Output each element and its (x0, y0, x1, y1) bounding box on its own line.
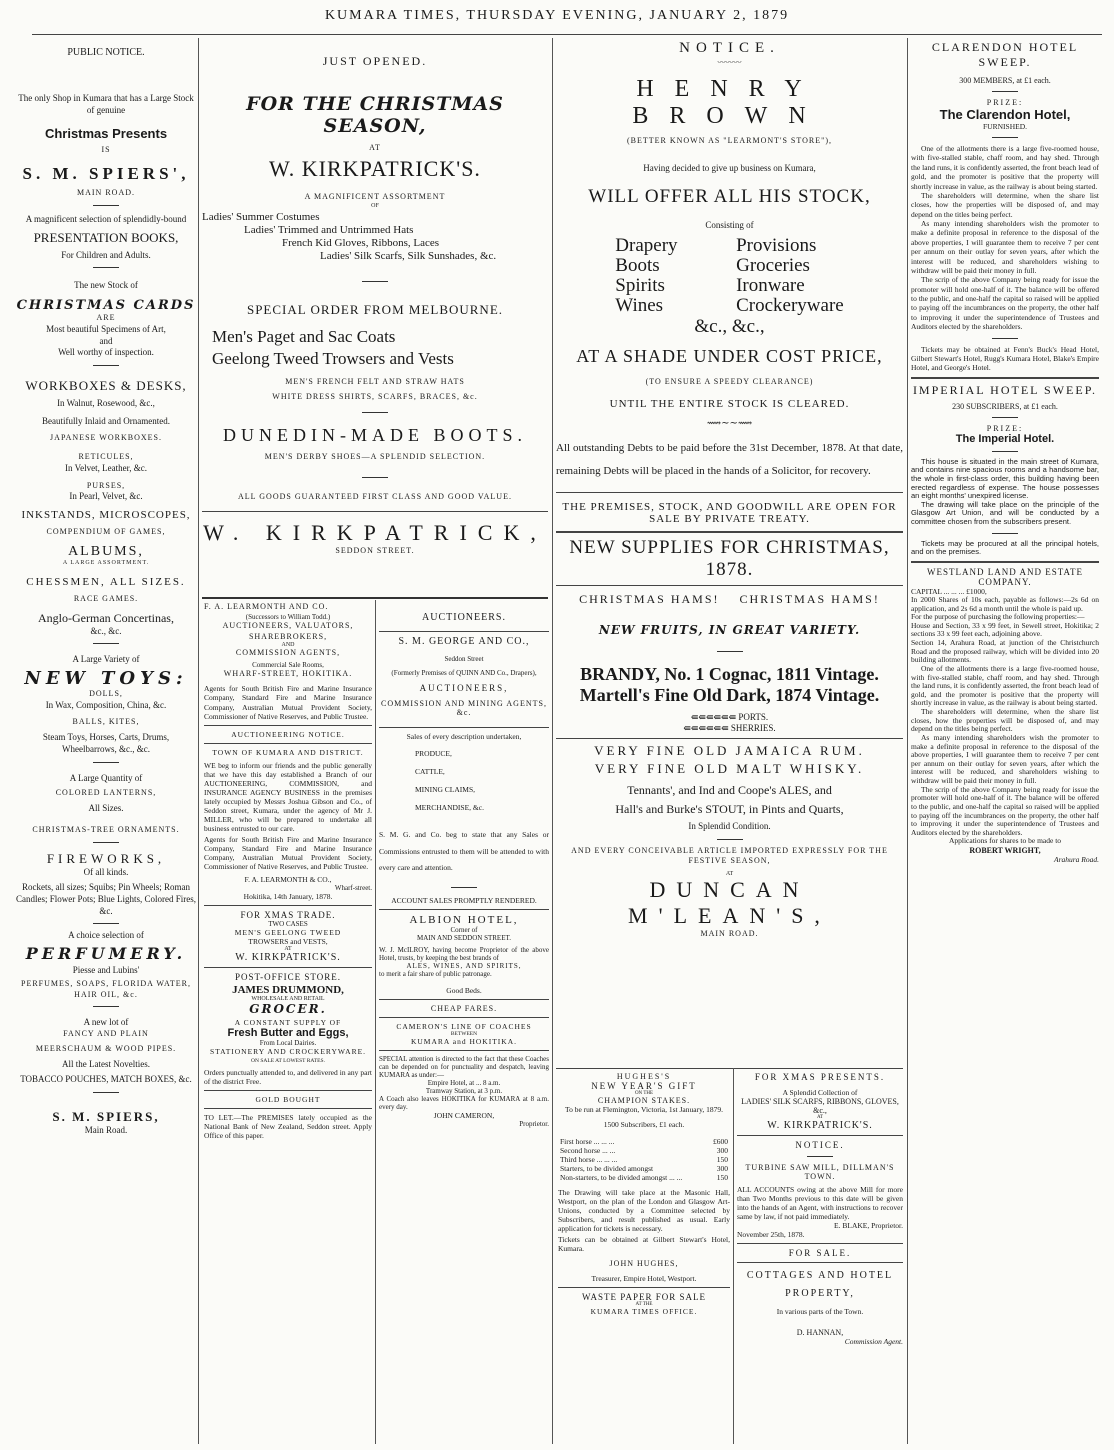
clarendon-body-4: The scrip of the above Company being ready for issue the promoter will hold one-half of it. The balance will be offered to the public, and one-half the capital so raised will be applied to paying off the incumbrances on the property, the other half to improving it under the superintendence of Trustees and Auditors elected by the shareholders. (911, 275, 1099, 332)
kirkpatrick-signature: W. KIRKPATRICK, (203, 520, 547, 546)
item-costumes: Ladies' Summer Costumes (202, 210, 320, 223)
between: BETWEEN (450, 1030, 478, 1037)
presentation-books: PRESENTATION BOOKS, (33, 229, 179, 245)
imperial-subscribers: 230 SUBSCRIBERS, at £1 each. (952, 401, 1058, 411)
learmonth-advertisement (204, 602, 372, 1446)
section-14: Section 14, Arahura Road, at junction of the Christchurch Road and the proposed railway, which will be divided into 20 building allotments. (911, 638, 1099, 665)
japanese: JAPANESE WORKBOXES. (50, 433, 162, 443)
conceivable: AND EVERY CONCEIVABLE ARTICLE IMPORTED EXPRESSLY FOR THE FESTIVE SEASON, (571, 845, 888, 866)
imperial-body: This house is situated in the main street of Kumara, and contains nine spacious rooms and a handsome bar, the whole in first-class order, this building having been erected regardless of expense. The house possesses an eight months' unexpired license. (911, 456, 1099, 501)
just-opened: JUST OPENED. (322, 54, 428, 68)
learmonth-date: Hokitika, 14th January, 1878. (243, 892, 333, 902)
grocer: GROCER. (249, 1002, 327, 1017)
meerschaum: MEERSCHAUM & WOOD PIPES. (35, 1043, 177, 1053)
perfumes: PERFUMES, SOAPS, FLORIDA WATER, HAIR OIL, &c. (21, 978, 191, 999)
clarendon-tickets: Tickets may be obtained at Fenn's Buck's Head Hotel, Gilbert Stewart's Hotel, Rugg's Kumara Hotel, Blake's Empire Hotel, and George's Hotel. (911, 344, 1099, 373)
clarendon-body: One of the allotments there is a large five-roomed house, with five-stalled stable, chaff room, and hay shed. Through the land runs, it is confidently asserted, the front beach lead of gold, and the promoter is positive that the property will shortly increase in value, as the railway is about being started. (911, 144, 1099, 191)
wharf-sign: Wharf-street. (334, 884, 372, 893)
choice: A choice selection of (68, 930, 144, 941)
successors: (Successors to William Todd.) (245, 612, 331, 621)
commission-agent: Commission Agent. (844, 1337, 903, 1346)
hannan: D. HANNAN, (796, 1328, 844, 1337)
to-let: TO LET.—The PREMISES lately occupied as the National Bank of New Zealand, Seddon street. Apply Office of this paper. (204, 1113, 372, 1141)
special-order: SPECIAL ORDER FROM MELBOURNE. (246, 302, 504, 318)
stock-item: Boots (615, 255, 660, 277)
prize-cell: Non-starters, to be divided amongst ... ... (560, 1173, 683, 1182)
arahura-road: Arahura Road. (1054, 855, 1099, 864)
capital: CAPITAL ... ... ... £1000, (911, 586, 987, 596)
tennants: Tennants', and Ind and Coope's ALES, and (627, 783, 832, 797)
agents-text: Agents for South British Fire and Marine Insurance Company, Standard Fire and Marine Insurance Company, Australian Mutual Provident Society, Commissioner of Native Reserves, and Public Trustee. (204, 683, 372, 722)
beautiful-text: Most beautiful Specimens of Art, (46, 323, 166, 334)
imperial-body-2: The drawing will take place on the principle of the Glasgow Art Union, and will be conducted by a committee chosen from the subscribers present. (911, 499, 1099, 526)
item-scarfs: Ladies' Silk Scarfs, Silk Sunshades, &c. (320, 250, 497, 263)
prize-cell: Third horse ... ... ... (560, 1155, 618, 1164)
waste-paper: WASTE PAPER FOR SALE (582, 1292, 706, 1302)
prize-cell: Starters, to be divided amongst (560, 1164, 654, 1173)
george-name: S. M. GEORGE AND CO., (398, 636, 530, 647)
item-gloves: French Kid Gloves, Ribbons, Laces (282, 236, 440, 249)
and-text: AND (281, 642, 295, 649)
public-notice-heading: PUBLIC NOTICE. (67, 47, 145, 58)
selection-text: A magnificent selection of splendidly-bound (25, 213, 187, 224)
imperial-hotel: The Imperial Hotel. (955, 432, 1055, 445)
concertinas: Anglo-German Concertinas, (38, 610, 174, 625)
rockets: Rockets, all sizes; Squibs; Pin Wheels; Roman Candles; Flower Pots; Blue Lights, Colored Fires, &c. (16, 882, 196, 916)
subcolumn-divider (375, 600, 376, 1444)
column-divider (198, 38, 199, 1444)
brown-advertisement: NOTICE. 〰〰〰 HENRY BROWN (BETTER KNOWN AS "LEARMONT'S STORE"), Having decided to give up business on Kumara, WILL OFFER ALL HIS STOCK, Consisting of Drapery Boots Spirits Wines Provisions Groceries Ironware Crockeryware &c., &c., AT A SHADE UNDER COST PRICE, (TO ENSURE A SPEEDY CLEARANCE) UNTIL THE ENTIRE STOCK IS CLEARED. ⟿∼∼⟿ All outstanding Debts to be paid before the 31st December, 1878. At that date, remaining Debts will be placed in the hands of a Solicitor, for recovery. THE PREMISES, STOCK, AND GOODWILL ARE OPEN FOR SALE BY PRIVATE TREATY. NEW SUPPLIES FOR CHRISTMAS, 1878. CHRISTMAS HAMS! CHRISTMAS HAMS! NEW FRUITS, IN GREAT VARIETY. BRANDY, No. 1 Cognac, 1811 Vintage. Martell's Fine Old Dark, 1874 Vintage. ⇚⇚⇚⇚⇚⇚ PORTS. ⇚⇚⇚⇚⇚⇚ SHERRIES. VERY FINE OLD JAMAICA RUM. VERY FINE OLD MALT WHISKY. Tennants', and Ind and Coope's ALES, and Hall's and Burke's STOUT, in Pints and Quarts, In Splendid Condition. AND EVERY CONCEIVABLE ARTICLE IMPORTED EXPRESSLY FOR THE FESTIVE SEASON, AT DUNCAN M'LEAN'S, MAIN ROAD. (556, 40, 903, 939)
item-hats: Ladies' Trimmed and Untrimmed Hats (244, 223, 414, 236)
george-body: S. M. G. and Co. beg to state that any Sales or Commissions entrusted to them will be attended to with every care and attention. (379, 830, 549, 872)
premises: THE PREMISES, STOCK, AND GOODWILL ARE OPEN FOR SALE BY PRIVATE TREATY. (562, 501, 897, 525)
ales: ALES, WINES, AND SPIRITS, (406, 961, 522, 970)
prize-row (558, 1137, 730, 1146)
splendid-condition: In Splendid Condition. (688, 821, 771, 831)
imperial-sweep: IMPERIAL HOTEL SWEEP. (912, 382, 1098, 397)
auctioneers-2: AUCTIONEERS, (419, 683, 509, 693)
patronage: to merit a fair share of public patronage. (379, 969, 492, 978)
stock-item: Ironware (736, 275, 805, 297)
fireworks: FIREWORKS, (46, 850, 166, 866)
prize-cell: £600 (713, 1137, 728, 1146)
rum: VERY FINE OLD JAMAICA RUM. (594, 743, 865, 758)
drummond: JAMES DRUMMOND, (232, 984, 344, 997)
wright-sign: ROBERT WRIGHT, (969, 846, 1041, 855)
prize-row (558, 1155, 730, 1164)
at-text: AT (725, 871, 734, 878)
cheap-fares: CHEAP FARES. (430, 1003, 498, 1013)
item-felt-hats: MEN'S FRENCH FELT AND STRAW HATS (285, 376, 465, 386)
ports: PORTS. (738, 712, 769, 722)
cameron-sign: JOHN CAMERON, (433, 1110, 495, 1120)
perfumery: PERFUMERY. (25, 944, 187, 964)
christmas-hams: CHRISTMAS HAMS! CHRISTMAS HAMS! (579, 592, 880, 606)
kirkpatricks: W. KIRKPATRICK'S. (767, 1120, 873, 1131)
commission-agents: COMMISSION AGENTS, (235, 648, 341, 658)
auctioneers-heading: AUCTIONEERS. (422, 612, 506, 623)
prize-cell: 150 (716, 1173, 728, 1182)
westland-body-3: As many intending shareholders wish the promoter to make a definite proposal in reference to the disposal of the above properties, I will guarantee them to receive 7 per cent per annum on their outlay for seven years, after which the interest will be reduced, and shareholders wishing to withdraw will be paid their money in full. (911, 732, 1099, 785)
race-games: RACE GAMES. (73, 593, 139, 603)
worthy-text: Well worthy of inspection. (58, 347, 154, 358)
inlaid: Beautifully Inlaid and Ornamented. (42, 415, 170, 426)
inkstands: INKSTANDS, MICROSCOPES, (21, 509, 191, 522)
at-text: AT (369, 143, 381, 152)
prize-cell: 300 (716, 1146, 728, 1155)
wax: In Wax, Composition, China, &c. (45, 699, 167, 710)
champion: CHAMPION STAKES. (597, 1096, 691, 1105)
westland-body-2: The shareholders will determine, when the share list closes, how the properties will be disposed of, and may depend on the titles being perfect. (911, 707, 1099, 734)
on-the: ON THE (634, 1091, 654, 1096)
cameron-line: CAMERON'S LINE OF COACHES (396, 1021, 532, 1031)
clarendon-body-2: The shareholders will determine, when the share list closes, how the properties will be disposed of, and may depend on the titles being perfect. (911, 190, 1099, 219)
workboxes: WORKBOXES & DESKS, (25, 377, 187, 393)
walnut: In Walnut, Rosewood, &c., (57, 397, 155, 408)
brandy: BRANDY, No. 1 Cognac, 1811 Vintage. (580, 664, 879, 684)
steam-toys: Steam Toys, Horses, Carts, Drums, Wheelbarrows, &c., &c. (42, 732, 170, 754)
xmas-trade: FOR XMAS TRADE. (240, 910, 336, 921)
accounts-owing: ALL ACCOUNTS owing at the above Mill for more than Two Months previous to this date will be given into the hands of an Agent, with instructions to recover same by law, if not paid immediately. (737, 1185, 903, 1221)
at-text: AT (816, 1115, 824, 1120)
westland-company: WESTLAND LAND AND ESTATE COMPANY. (926, 566, 1084, 587)
hughes-sign: JOHN HUGHES, (609, 1259, 679, 1268)
members: 300 MEMBERS, at £1 each. (959, 76, 1051, 85)
prize-row (558, 1173, 730, 1182)
stock-item: Provisions (736, 235, 817, 257)
pearl: In Pearl, Velvet, &c. (69, 491, 143, 502)
hughes: HUGHES'S (616, 1072, 672, 1081)
clarendon-body-3: As many intending shareholders wish the promoter to make a definite proposal in reference to the disposal of the above properties, I will guarantee them to receive 7 per cent per annum on their outlay for seven years, after which the interest will be reduced, and shareholders wishing to withdraw will be paid their money in full. (911, 219, 1099, 275)
tweed: MEN'S GEELONG TWEED (234, 928, 342, 938)
stock-item: Spirits (615, 275, 665, 297)
times-office: KUMARA TIMES OFFICE. (590, 1307, 698, 1316)
merchandise: MERCHANDISE, &c. (415, 803, 484, 812)
spiers-advertisement (16, 38, 196, 1446)
variety: A Large Variety of (72, 654, 140, 665)
at-text: AT (284, 946, 292, 953)
offer-stock: WILL OFFER ALL HIS STOCK, (588, 186, 871, 208)
prize-table (558, 1137, 730, 1182)
martell: Martell's Fine Old Dark, 1874 Vintage. (579, 685, 880, 705)
chessmen: CHESSMEN, ALL SIZES. (26, 575, 186, 588)
albion-hotel: ALBION HOTEL, (409, 913, 519, 926)
prize-cell: 150 (716, 1155, 728, 1164)
until-cleared: UNTIL THE ENTIRE STOCK IS CLEARED. (609, 397, 850, 410)
new-years-gift: NEW YEAR'S GIFT (591, 1081, 697, 1091)
stock-item: Wines (615, 294, 664, 316)
stock-etc: &c., &c., (694, 315, 765, 337)
apply: Applications for shares to be made to (948, 836, 1062, 846)
clarendon-sweep: CLARENDON HOTEL SWEEP. (931, 40, 1079, 69)
main-seddon: MAIN AND SEDDON STREET. (417, 933, 511, 942)
dunedin-boots: DUNEDIN-MADE BOOTS. (223, 425, 527, 446)
gold-bought: GOLD BOUGHT (255, 1095, 321, 1105)
orders: Orders punctually attended to, and delivered in any part of the district Free. (204, 1068, 372, 1087)
item-coats: Men's Paget and Sac Coats (212, 327, 396, 347)
proprietor: Proprietor. (519, 1119, 549, 1128)
corner: Corner of (450, 925, 478, 934)
prize-cell: First horse ... ... ... (560, 1137, 615, 1146)
large-quantity: A Large Quantity of (69, 772, 143, 783)
prize-row (558, 1146, 730, 1155)
halls: Hall's and Burke's STOUT, in Pints and Quarts, (615, 802, 844, 816)
new-supplies: NEW SUPPLIES FOR CHRISTMAS, 1878. (569, 537, 890, 580)
blake-sign: E. BLAKE, Proprietor. (834, 1221, 903, 1230)
stationery: STATIONERY AND CROCKERYWARE. (209, 1047, 367, 1057)
various-parts: In various parts of the Town. (776, 1307, 864, 1316)
masthead: KUMARA TIMES, THURSDAY EVENING, JANUARY 2, 1879 (324, 8, 790, 23)
auction-body: WE beg to inform our friends and the public generally that we have this day established a Branch of our AUCTIONEERING, COMMISSION, and INSURANCE AGENCY BUSINESS in the premises lately occupied by Messrs Joshua Gibson and Co., of Seddon street, Kumara, under the agency of Mr J. MILLER, who will be prepared to undertake all business entrusted to our care. (204, 761, 372, 834)
christmas-season: FOR THE CHRISTMAS SEASON, (246, 93, 504, 137)
speedy: (TO ENSURE A SPEEDY CLEARANCE) (645, 376, 814, 386)
timetable-1: Empire Hotel, at ... 8 a.m. (427, 1078, 501, 1087)
column-divider (907, 38, 908, 1444)
house-section: House and Section, 33 x 99 feet, in Sewell street, Hokitika; 2 sections 33 x 99 feet each, adjoining above. (911, 620, 1099, 639)
tickets-text: Tickets can be obtained at Gilbert Stewart's Hotel, Kumara. (558, 1235, 730, 1253)
town-heading: TOWN OF KUMARA AND DISTRICT. (212, 748, 364, 758)
prize-cell: Second horse ... ... (560, 1146, 616, 1155)
children-text: For Children and Adults. (61, 249, 151, 260)
blake-date: November 25th, 1878. (737, 1230, 805, 1239)
dolls: DOLLS, (89, 689, 123, 698)
produce: PRODUCE, (415, 749, 452, 758)
george-street: Seddon Street (444, 655, 484, 663)
christmas-presents: Christmas Presents (44, 126, 168, 142)
spiers-signature: S. M. SPIERS, (52, 1109, 160, 1124)
dairies: From Local Dairies. (259, 1039, 317, 1048)
shares: In 2000 Shares of 10s each, payable as follows:—2s 6d on application, and 2s 6d a month until the whole is paid up. (911, 594, 1099, 613)
having-decided: Having decided to give up business on Kumara, (643, 162, 816, 173)
christmas-cards: CHRISTMAS CARDS (16, 298, 196, 314)
prize-row (558, 1164, 730, 1173)
compendium: COMPENDIUM OF GAMES, (46, 527, 166, 537)
tobacco: TOBACCO POUCHES, MATCH BOXES, &c. (20, 1074, 192, 1085)
timetable-2: Tramway Station, at 3 p.m. (425, 1086, 503, 1095)
two-cases: TWO CASES (268, 920, 308, 929)
main-road: MAIN ROAD. (700, 929, 759, 939)
formerly: (Formerly Premises of QUINN AND Co., Drapers), (391, 669, 537, 677)
all-kinds: Of all kinds. (83, 866, 129, 877)
sherries: SHERRIES. (730, 723, 776, 733)
george-advertisement (379, 602, 549, 1446)
stock-list-left (615, 236, 677, 316)
albums: ALBUMS, (68, 543, 144, 559)
spiers-name: S. M. SPIERS', (22, 164, 190, 184)
coach-special: SPECIAL attention is directed to the fact that these Coaches can be depended on for punctuality and despatch, leaving KUMARA as under:— (379, 1054, 549, 1079)
post-office-store: POST-OFFICE STORE. (234, 972, 342, 983)
treasurer: Treasurer, Empire Hotel, Westport. (591, 1274, 697, 1283)
debts: All outstanding Debts to be paid before the 31st December, 1878. At that date, remaining Debts will be placed in the hands of a Solicitor, for recovery. (556, 441, 903, 478)
consisting: Consisting of (705, 220, 754, 231)
subscribers: 1500 Subscribers, £1 each. (603, 1120, 685, 1129)
mcilroy: W. J. McILROY, having become Proprietor of the above Hotel, trusts, by keeping the best brands of (379, 945, 549, 962)
subcolumn-divider (733, 1068, 734, 1444)
stock-list-right (736, 236, 844, 316)
stock-item: Groceries (736, 255, 810, 277)
etc: &c., &c. (90, 625, 122, 636)
coach-hokitika: A Coach also leaves HOKITIKA for KUMARA at 8 a.m. every day. (379, 1094, 549, 1111)
balls: BALLS, KITES, (72, 717, 140, 727)
duncan-mclean: DUNCAN M'LEAN'S, (628, 877, 831, 929)
stock-item: Crockeryware (736, 294, 844, 316)
route: KUMARA and HOKITIKA. (410, 1036, 518, 1046)
auctioneering-notice: AUCTIONEERING NOTICE. (231, 730, 345, 740)
splendid: A Splendid Collection of (782, 1088, 858, 1097)
stock-item: Drapery (615, 235, 678, 257)
xmas-presents: FOR XMAS PRESENTS. (754, 1072, 886, 1082)
magnificent: A MAGNIFICENT ASSORTMENT (304, 191, 446, 201)
intro-text: The only Shop in Kumara that has a Large Stock of genuine (18, 93, 194, 115)
item-shirts: WHITE DRESS SHIRTS, SCARFS, BRACES, &c. (272, 391, 478, 401)
cottages: COTTAGES AND HOTEL PROPERTY, (746, 1270, 894, 1299)
wharf-street: WHARF-STREET, HOKITIKA. (223, 669, 353, 679)
commission: COMMISSION AND MINING AGENTS, &c. (381, 699, 547, 717)
wholesale: WHOLESALE AND RETAIL (251, 996, 325, 1003)
silk-scarfs: LADIES' SILK SCARFS, RIBBONS, GLOVES, &c., (741, 1097, 899, 1115)
clarendon-hotel: The Clarendon Hotel, (939, 107, 1071, 122)
new-stock: The new Stock of (74, 280, 138, 291)
prize-cell: 300 (716, 1164, 728, 1173)
novelties: All the Latest Novelties. (62, 1058, 150, 1069)
new-fruits: NEW FRUITS, IN GREAT VARIETY. (598, 623, 861, 637)
seddon-street: SEDDON STREET. (335, 546, 415, 556)
roles: AUCTIONEERS, VALUATORS, SHAREBROKERS, (222, 620, 354, 641)
auction-agents: Agents for South British Fire and Marine Insurance Company, Standard Fire and Marine Insurance Company, Australian Mutual Provident Society, Commissioner of Native Reserves, and Public Trustee. (204, 835, 372, 872)
all-sizes: All Sizes. (88, 803, 124, 814)
turbine: TURBINE SAW MILL, DILLMAN'S TOWN. (745, 1163, 895, 1181)
sales-text: Sales of every description undertaken, (406, 732, 522, 741)
section-divider (202, 597, 548, 599)
kirkpatricks: W. KIRKPATRICK'S. (235, 952, 341, 964)
fancy: FANCY AND PLAIN (63, 1029, 149, 1039)
xmas-presents-advertisement (737, 1072, 903, 1446)
kirkpatricks-title: W. KIRKPATRICK'S. (269, 155, 481, 181)
learmonth-firm: F. A. LEARMONTH AND CO. (204, 602, 329, 611)
at-the: AT THE (635, 1302, 653, 1307)
mining-claims: MINING CLAIMS, (415, 785, 475, 794)
new-lot: A new lot of (83, 1017, 129, 1028)
main-road: MAIN ROAD. (77, 188, 135, 198)
new-toys: NEW TOYS: (24, 668, 188, 689)
sweep-advertisements (911, 38, 1099, 1446)
drawing-text: The Drawing will take place at the Masonic Hall, Westport, on the plan of the London and Glasgow Art-Unions, conducted by a Committee selected by Subscribers, and result published as usual. Early application for tickets is necessary. (558, 1188, 730, 1233)
whisky: VERY FINE OLD MALT WHISKY. (594, 761, 865, 776)
spiers-road: Main Road. (84, 1125, 128, 1135)
account-sales: ACCOUNT SALES PROMPTLY RENDERED. (391, 895, 537, 905)
sale-rooms: Commercial Sale Rooms, (252, 661, 324, 670)
and-text: and (99, 335, 113, 346)
ornaments: CHRISTMAS-TREE ORNAMENTS. (32, 824, 180, 834)
of-text: OF (371, 202, 379, 209)
under-cost: AT A SHADE UNDER COST PRICE, (576, 345, 883, 366)
trowsers: TROWSERS and VESTS, (248, 937, 328, 947)
guaranteed: ALL GOODS GUARANTEED FIRST CLASS AND GOOD VALUE. (238, 492, 512, 502)
lowest-rates: ON SALE AT LOWEST RATES. (251, 1058, 325, 1065)
cattle: CATTLE, (415, 767, 445, 776)
column-divider (552, 38, 553, 1444)
piesse: Piesse and Lubins' (72, 965, 140, 976)
are-text: ARE (96, 313, 116, 323)
run-at: To be run at Flemington, Victoria, 1st January, 1879. (565, 1105, 723, 1114)
derby-shoes: MEN'S DERBY SHOES—A SPLENDID SELECTION. (264, 452, 486, 462)
westland-body-4: The scrip of the above Company being ready for issue the promoter will hold one-half of it. The balance will be offered to the public, and one-half the capital so raised will be applied to paying off the incumbrances on the property, the other half to improving it under the superintendence of Trustees and Auditors elected by the shareholders. (911, 784, 1099, 837)
better-known: (BETTER KNOWN AS "LEARMONT'S STORE"), (626, 136, 833, 145)
henry-brown: HENRY BROWN (632, 76, 827, 129)
westland-body: One of the allotments there is a large five-roomed house, with five-stalled stable, chaff room, and hay shed. Through the land runs, it is confidently asserted, the front beach lead of gold, and the promoter is positive that the property will shortly increase in value, as the railway is about being started. (911, 663, 1099, 708)
item-geelong: Geelong Tweed Trowsers and Vests (212, 348, 454, 368)
section-divider (556, 1068, 903, 1069)
prize-label: PRIZE: (986, 98, 1024, 107)
is-text: IS (101, 145, 111, 155)
kirkpatrick-advertisement (202, 38, 548, 598)
furnished: FURNISHED. (983, 122, 1027, 131)
supply: A CONSTANT SUPPLY OF (234, 1018, 342, 1028)
learmonth-sign: F. A. LEARMONTH & CO., (244, 875, 332, 885)
velvet: In Velvet, Leather, &c. (65, 462, 147, 473)
prize-label-2: PRIZE: (986, 423, 1024, 433)
hughes-advertisement (558, 1072, 730, 1446)
for-sale: FOR SALE. (788, 1248, 852, 1258)
butter-eggs: Fresh Butter and Eggs, (227, 1027, 349, 1040)
lanterns: COLORED LANTERNS, (55, 788, 157, 798)
imperial-tickets: Tickets may be procured at all the principal hotels, and on the premises. (911, 538, 1099, 557)
masthead-rule (32, 34, 1102, 35)
purpose: For the purpose of purchasing the following properties:— (911, 612, 1085, 622)
purses: PURSES, (86, 480, 126, 490)
good-beds: Good Beds. (446, 985, 482, 995)
notice-heading: NOTICE. (679, 40, 780, 56)
reticules: RETICULES, (78, 452, 134, 462)
assortment: A LARGE ASSORTMENT. (62, 559, 150, 566)
notice: NOTICE. (795, 1140, 845, 1150)
